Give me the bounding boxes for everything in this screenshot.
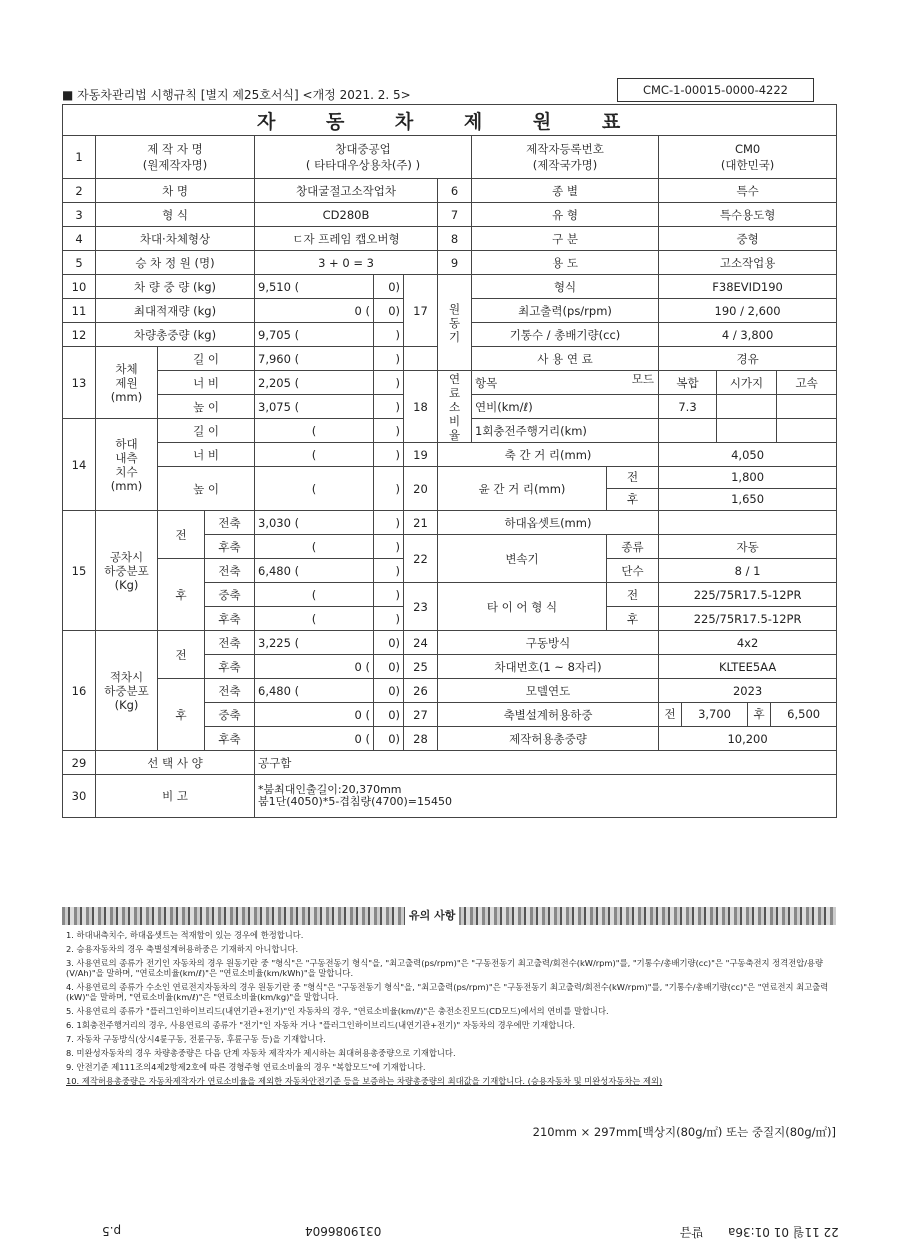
label-wheelbase: 축 간 거 리(mm): [438, 443, 659, 467]
spec-table: [62, 104, 837, 818]
label-axle-rear: 후: [748, 703, 771, 726]
label-fuel: 사 용 연 료: [472, 347, 659, 371]
fax-timestamp: 22 11월 01 01:36a: [728, 1225, 839, 1239]
value-max-gross: 10,200: [659, 727, 837, 751]
label-fuel-efficiency: 연 료 소 비 율: [438, 371, 472, 443]
label-front-axle: 전축: [205, 679, 255, 703]
row-num: 20: [404, 467, 438, 511]
label-manufacturer: 제 작 자 명 (원제작자명): [96, 136, 255, 179]
paren: 0): [374, 727, 404, 751]
label-body-dims: 차체 제원 (mm): [96, 347, 158, 419]
note-item: 1. 하대내측치수, 하대옵셋트는 적재함이 있는 경우에 한정합니다.: [66, 930, 304, 940]
label-item: 항목: [475, 375, 498, 390]
row-num: 22: [404, 535, 438, 583]
value-max-load: 0 (: [255, 299, 374, 323]
value-usage: 고소작업용: [659, 251, 837, 275]
value-loaded-fr: 0 (: [255, 655, 374, 679]
row-num: 17: [404, 275, 438, 347]
label-fuel-economy: 연비(km/ℓ): [472, 395, 659, 419]
label-loaded: 적차시 하중분포 (Kg): [96, 631, 158, 751]
value-options: 공구함: [255, 751, 837, 775]
value-cargo-height: (: [255, 467, 374, 511]
notes-list: [66, 930, 836, 1090]
value-loaded-rr: 0 (: [255, 727, 374, 751]
note-item: 6. 1회충전주행거리의 경우, 사용연료의 종류가 "전기"인 자동차 거나 "플러그인하이브리드(내연기관+전기)" 자동차의 경우에만 기재합니다.: [66, 1020, 575, 1030]
fax-number: 0319086604: [305, 1224, 382, 1238]
fax-sender: 발급: [680, 1225, 704, 1239]
label-body-height: 높 이: [158, 395, 255, 419]
label-curb-weight: 차 량 중 량 (kg): [96, 275, 255, 299]
value-body-width: 2,205 (: [255, 371, 374, 395]
value-empty-fr: (: [255, 535, 374, 559]
row-num: 29: [63, 751, 96, 775]
row-num: 2: [63, 179, 96, 203]
value-gross-weight: 9,705 (: [255, 323, 374, 347]
label-engine: 원 동 기: [438, 275, 472, 371]
row-num: 5: [63, 251, 96, 275]
value-cargo-width: (: [255, 443, 374, 467]
value-drive: 4x2: [659, 631, 837, 655]
label-mid-axle: 중축: [205, 583, 255, 607]
empty-cell: [777, 419, 837, 443]
paren: ): [374, 583, 404, 607]
label-front-axle: 전축: [205, 631, 255, 655]
label-rear-axle: 후축: [205, 727, 255, 751]
paren: ): [374, 535, 404, 559]
value-wheelbase: 4,050: [659, 443, 837, 467]
paren: 0): [374, 679, 404, 703]
label-max-power: 최고출력(ps/rpm): [472, 299, 659, 323]
value-loaded-rf: 6,480 (: [255, 679, 374, 703]
label-front-axle: 전축: [205, 559, 255, 583]
value-track-front: 1,800: [659, 467, 836, 489]
empty-cell: [777, 395, 837, 419]
row-num: 9: [438, 251, 472, 275]
paren: 0): [374, 703, 404, 727]
row-num: 27: [404, 703, 438, 727]
label-model: 형 식: [96, 203, 255, 227]
label-tire-front: 전: [607, 583, 659, 607]
label-cargo-dims: 하대 내측 치수 (mm): [96, 419, 158, 511]
notes-title: 유의 사항: [405, 907, 459, 925]
empty-cell: [717, 419, 777, 443]
form-header: ■ 자동차관리법 시행규칙 [별지 제25호서식] <개정 2021. 2. 5>: [62, 88, 411, 102]
row-num: 10: [63, 275, 96, 299]
value-cylinders: 4 / 3,800: [659, 323, 837, 347]
mode-highway: 고속: [777, 371, 837, 395]
label-track-front: 전: [607, 467, 658, 489]
label-drive: 구동방식: [438, 631, 659, 655]
value-loaded-ff: 3,225 (: [255, 631, 374, 655]
paren: ): [374, 443, 404, 467]
paren: ): [374, 467, 404, 511]
value-empty-rr: (: [255, 607, 374, 631]
label-body-length: 길 이: [158, 347, 255, 371]
row-num: 30: [63, 775, 96, 818]
label-options: 선 택 사 양: [96, 751, 255, 775]
value-body-height: 3,075 (: [255, 395, 374, 419]
value-empty-rm: (: [255, 583, 374, 607]
value-vehicle-name: 창대굴절고소작업차: [255, 179, 438, 203]
value-empty-rf: 6,480 (: [255, 559, 374, 583]
note-item: 8. 미완성자동차의 경우 차량총중량은 다음 단계 자동차 제작자가 제시하는 최대허용총중량으로 기재합니다.: [66, 1048, 456, 1058]
value-max-load-paren: 0): [374, 299, 404, 323]
value-engine-model: F38EVID190: [659, 275, 837, 299]
label-model-year: 모델연도: [438, 679, 659, 703]
value-track-rear: 1,650: [731, 492, 765, 506]
value-body-length: 7,960 (: [255, 347, 374, 371]
row-num: 11: [63, 299, 96, 323]
label-track: 윤 간 거 리(mm): [438, 467, 607, 511]
row-num: 12: [63, 323, 96, 347]
note-item: 2. 승용자동차의 경우 축별설계허용하중은 기재하지 아니합니다.: [66, 944, 299, 954]
label-gross-weight: 차량총중량 (kg): [96, 323, 255, 347]
row-num: 18: [404, 371, 438, 443]
row-num: 28: [404, 727, 438, 751]
label-front: 전: [158, 631, 205, 679]
value-chassis-shape: ㄷ자 프레임 캡오버형: [255, 227, 438, 251]
value-maker-reg: CM0 (대한민국): [659, 136, 837, 179]
label-offset: 하대옵셋트(mm): [438, 511, 659, 535]
row-num: 13: [63, 347, 96, 419]
row-num: 1: [63, 136, 96, 179]
label-axle-load: 축별설계허용하중: [438, 703, 659, 727]
paren: ): [374, 559, 404, 583]
value-class: 특수: [659, 179, 837, 203]
label-maker-reg: 제작자등록번호 (제작국가명): [472, 136, 659, 179]
axle-load-values: [659, 703, 837, 727]
label-class: 종 별: [472, 179, 659, 203]
value-trans-type: 자동: [659, 535, 837, 559]
mode-combined: 복합: [659, 371, 717, 395]
label-cargo-width: 너 비: [158, 443, 255, 467]
label-track-rear: 후: [626, 492, 639, 506]
row-num: 4: [63, 227, 96, 251]
note-item: 10. 제작허용총중량은 자동차제작자가 연료소비율을 제외한 자동차안전기준 등을 보증하는 차량총중량의 최대값을 기재합니다. (승용자동차 및 미완성자동차는 제외): [66, 1076, 663, 1086]
value-tire-rear: 225/75R17.5-12PR: [659, 607, 837, 631]
row-num: 24: [404, 631, 438, 655]
value-fuel: 경유: [659, 347, 837, 371]
value-vin: KLTEE5AA: [659, 655, 837, 679]
note-item: 9. 안전기준 제111조의4제2항제2호에 따른 경형주형 연료소비율의 경우 "복합모드"에 기재합니다.: [66, 1062, 426, 1072]
row-num: 25: [404, 655, 438, 679]
label-trans-stages: 단수: [607, 559, 659, 583]
empty-cell: [404, 347, 438, 371]
row-num: 21: [404, 511, 438, 535]
value-capacity: 3 + 0 = 3: [255, 251, 438, 275]
value-trans-stages: 8 / 1: [659, 559, 837, 583]
paren: 0): [374, 655, 404, 679]
label-vehicle-name: 차 명: [96, 179, 255, 203]
label-transmission: 변속기: [438, 535, 607, 583]
label-empty-load: 공차시 하중분포 (Kg): [96, 511, 158, 631]
paren: ): [374, 419, 404, 443]
value-type: 특수용도형: [659, 203, 837, 227]
paren: ): [374, 511, 404, 535]
label-trans-type: 종류: [607, 535, 659, 559]
label-cargo-length: 길 이: [158, 419, 255, 443]
label-chassis-shape: 차대·차체형상: [96, 227, 255, 251]
value-gross-weight-paren: ): [374, 323, 404, 347]
row-num: 14: [63, 419, 96, 511]
value-axle-front: 3,700: [682, 703, 748, 726]
value-model: CD280B: [255, 203, 438, 227]
label-tire-rear: 후: [607, 607, 659, 631]
label-axle-front: 전: [659, 703, 682, 726]
label-ev-range: 1회충전주행거리(km): [472, 419, 659, 443]
value-offset: [659, 511, 837, 535]
note-item: 3. 사용연료의 종류가 전기인 자동차의 경우 원동기란 중 "형식"은 "구동전동기 형식"을, "최고출력(ps/rpm)"은 "구동전동기 최고출력/회전수(kW/rpm)"를, "기통수/총배기량(cc)"은 "구동축전지 정격전압/용량(V/Ah)"을 말하며, "연료소비율(km/ℓ)"은 "연료소비율(km/kWh)"을 말합니다.: [66, 958, 824, 978]
label-front: 전: [158, 511, 205, 559]
label-mid-axle: 중축: [205, 703, 255, 727]
page-title: 자 동 차 제 원 표: [63, 105, 837, 136]
row-num: 7: [438, 203, 472, 227]
value-axle-rear: 6,500: [787, 707, 821, 721]
value-curb-weight: 9,510 (: [255, 275, 374, 299]
label-cargo-height: 높 이: [158, 467, 255, 511]
track-values: [659, 467, 837, 511]
paren: ): [374, 371, 404, 395]
label-max-load: 최대적재량 (kg): [96, 299, 255, 323]
label-usage: 용 도: [472, 251, 659, 275]
label-engine-model: 형식: [472, 275, 659, 299]
value-category: 중형: [659, 227, 837, 251]
row-num: 26: [404, 679, 438, 703]
row-num: 15: [63, 511, 96, 631]
label-rear: 후: [158, 559, 205, 631]
note-item: 5. 사용연료의 종류가 "플러그인하이브리드(내연기관+전기)"인 자동차의 경우, "연료소비율(km/ℓ)"은 충전소진모드(CD모드)에서의 연비를 말합니다.: [66, 1006, 609, 1016]
row-num: 23: [404, 583, 438, 631]
value-model-year: 2023: [659, 679, 837, 703]
value-empty-ff: 3,030 (: [255, 511, 374, 535]
label-rear-axle: 후축: [205, 535, 255, 559]
label-rear: 후: [158, 679, 205, 751]
label-remarks: 비 고: [96, 775, 255, 818]
value-max-power: 190 / 2,600: [659, 299, 837, 323]
row-num: 6: [438, 179, 472, 203]
label-type: 유 형: [472, 203, 659, 227]
note-item: 7. 자동차 구동방식(상시4륜구동, 전륜구동, 후륜구동 등)을 기재합니다.: [66, 1034, 326, 1044]
label-cylinders: 기통수 / 총배기량(cc): [472, 323, 659, 347]
mode-item-header: [472, 371, 659, 395]
label-tire: 타 이 어 형 식: [438, 583, 607, 631]
note-item: 4. 사용연료의 종류가 수소인 연료전지자동차의 경우 원동기란 중 "형식"은 "구동전동기 형식"을, "최고출력(ps/rpm)"은 "구동전동기 최고출력/회전수(kW/rpm)"를, "기통수/총배기량(cc)"은 "연료전지 최고출력(kW)"을 말하며, "연료소비율(km/ℓ)"은 "연료소비율(km/kg)"을 말합니다.: [66, 982, 829, 1002]
row-num: 16: [63, 631, 96, 751]
row-num: 3: [63, 203, 96, 227]
empty-cell: [659, 419, 717, 443]
document-id: CMC-1-00015-0000-4222: [617, 78, 814, 102]
label-front-axle: 전축: [205, 511, 255, 535]
value-curb-weight-paren: 0): [374, 275, 404, 299]
value-fuel-economy: 7.3: [659, 395, 717, 419]
value-manufacturer: 창대중공업 ( 타타대우상용차(주) ): [255, 136, 472, 179]
row-num: 8: [438, 227, 472, 251]
row-num: 19: [404, 443, 438, 467]
track-labels: [607, 467, 659, 511]
value-remarks: *붐최대인출길이:20,370mm 붐1단(4050)*5-겹침량(4700)=15450: [255, 775, 837, 818]
mode-city: 시가지: [717, 371, 777, 395]
fax-page: p.5: [102, 1224, 122, 1238]
label-rear-axle: 후축: [205, 655, 255, 679]
value-loaded-rm: 0 (: [255, 703, 374, 727]
label-rear-axle: 후축: [205, 607, 255, 631]
label-capacity: 승 차 정 원 (명): [96, 251, 255, 275]
paren: ): [374, 607, 404, 631]
paren: 0): [374, 631, 404, 655]
label-max-gross: 제작허용총중량: [438, 727, 659, 751]
label-category: 구 분: [472, 227, 659, 251]
label-body-width: 너 비: [158, 371, 255, 395]
paren: ): [374, 347, 404, 371]
paper-spec: 210mm × 297mm[백상지(80g/㎡) 또는 중질지(80g/㎡)]: [532, 1125, 836, 1139]
value-tire-front: 225/75R17.5-12PR: [659, 583, 837, 607]
value-cargo-length: (: [255, 419, 374, 443]
empty-cell: [717, 395, 777, 419]
label-vin: 차대번호(1 ~ 8자리): [438, 655, 659, 679]
label-mode: 모드: [631, 372, 654, 386]
paren: ): [374, 395, 404, 419]
